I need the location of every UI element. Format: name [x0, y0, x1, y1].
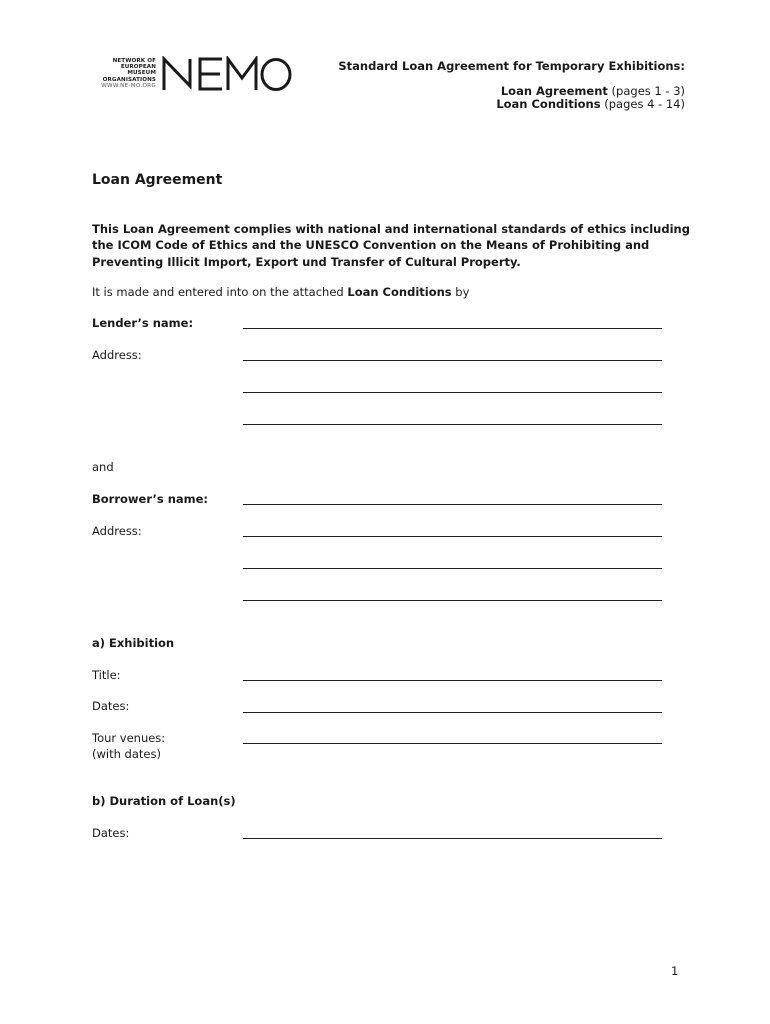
duration-heading: b) Duration of Loan(s)	[92, 794, 236, 808]
tour-venues-field[interactable]	[243, 743, 662, 744]
header-loan-agreement-pages: Loan Agreement (pages 1 - 3)	[500, 84, 685, 98]
exhibition-dates-field[interactable]	[243, 712, 662, 713]
and-text: and	[92, 460, 114, 474]
page-number: 1	[671, 964, 679, 978]
intro-paragraph: This Loan Agreement complies with national and international standards of ethics including the ICOM Code of Ethics and the UNESCO Convention on the Means of Prohibiting and Preventing Illicit Import, Export und Transfer of Cultural Property.	[92, 222, 690, 269]
nemo-wordmark-logo	[162, 56, 294, 92]
lender-address-line-2[interactable]	[243, 392, 662, 393]
borrower-address-label: Address:	[92, 524, 142, 538]
lender-name-field[interactable]	[243, 328, 662, 329]
borrower-address-line-3[interactable]	[243, 600, 662, 601]
duration-dates-field[interactable]	[243, 838, 662, 839]
nemo-logo-text	[88, 58, 156, 90]
lender-address-label: Address:	[92, 348, 142, 362]
logo-line: NETWORK OF	[112, 58, 156, 64]
header-loan-conditions-pages: Loan Conditions (pages 4 - 14)	[496, 97, 685, 111]
exhibition-title-field[interactable]	[243, 680, 662, 681]
logo-url: WWW.NE-MO.ORG	[101, 83, 156, 90]
lender-name-label: Lender’s name:	[92, 316, 194, 330]
logo-line: ORGANISATIONS	[102, 76, 156, 83]
logo-line: MUSEUM	[127, 70, 156, 77]
page-title: Loan Agreement	[92, 172, 223, 188]
logo-line: EUROPEAN	[120, 64, 156, 71]
borrower-name-field[interactable]	[243, 504, 662, 505]
exhibition-title-label: Title:	[92, 668, 121, 682]
lender-address-line-3[interactable]	[243, 424, 662, 425]
exhibition-heading: a) Exhibition	[92, 636, 175, 650]
made-sentence: It is made and entered into on the attached Loan Conditions by	[92, 285, 470, 299]
tour-venues-label: Tour venues:	[92, 731, 166, 745]
exhibition-dates-label: Dates:	[92, 699, 130, 713]
header-title: Standard Loan Agreement for Temporary Exhibitions:	[338, 59, 685, 73]
lender-address-line-1[interactable]	[243, 360, 662, 361]
duration-dates-label: Dates:	[92, 826, 130, 840]
tour-venues-sublabel: (with dates)	[92, 747, 161, 761]
borrower-name-label: Borrower’s name:	[92, 492, 209, 506]
borrower-address-line-2[interactable]	[243, 568, 662, 569]
borrower-address-line-1[interactable]	[243, 536, 662, 537]
